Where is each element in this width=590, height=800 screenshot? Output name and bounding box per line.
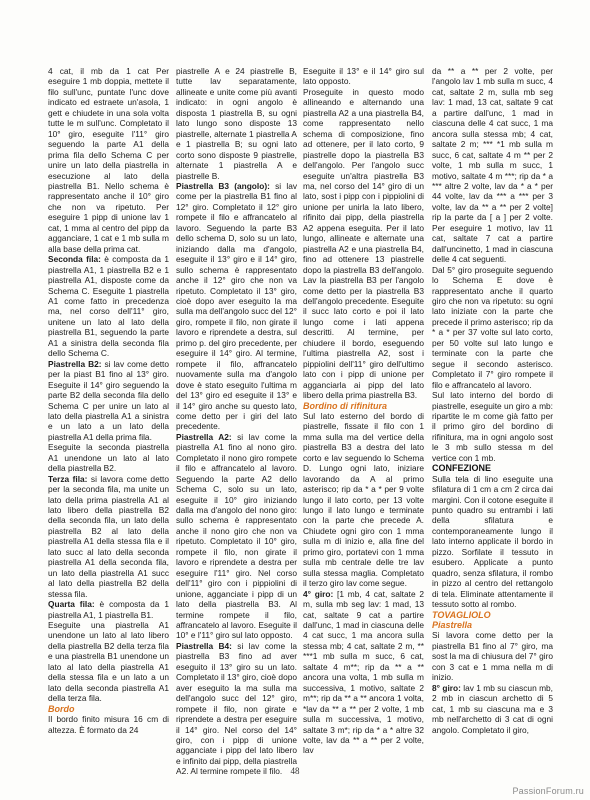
run-in-heading: Piastrella B4: (176, 640, 232, 651)
sub-heading: Piastrella (432, 620, 473, 631)
paragraph-text: si lav come la piastrella B3 fino ad aver eseguito il 13° giro su un lato. Completato il 13° giro, cioè dopo aver eseguito la ma sulla ma dell'angolo succ del 12° giro, rompete il filo, non girate e riprendete a destra per eseguire il 14° giro. Nel corso del 14° giro, con i pipp di unione agganciate i pipp del lato libero e infinito dai pipp, della piastrella A2. Al termine rompete il filo. (176, 640, 297, 777)
section-heading: TOVAGLIOLO (432, 609, 491, 620)
text-column-3 (303, 66, 424, 756)
paragraph: Dal 5° giro proseguite seguendo lo Schema E dove è rappresentato anche il quarto giro che non va ripetuto: su ogni lato iniziate con la parte che precede il primo asterisco; rip da * a * per 37 volte sul lato corto, per 50 volte sul lato lungo e terminate con la parte che segue il secondo asterisco. Completato il 7° giro rompete il filo e affrancatelo al lavoro. (432, 264, 553, 390)
paragraph-text: si lav come la piastrella A1 fino al nono giro. Completato il nono giro rompete il filo e affrancatelo al lavoro. Seguendo la parte A2 dello Schema C, solo su un lato, eseguite il 10° giro iniziando dalla ma d'angolo del nono giro: sullo schema è rappresentato anche il nono giro che non va ripetuto. Completato il 10° giro, rompete il filo, non girate il lavoro e riprendete a destra per eseguire l'11° giro. Nel corso dell'11° giro con i pippiolini di unione, agganciate i pipp di un lato della piastrella B3. Al termine rompete il filo, affrancatelo al lavoro. Eseguite il 10° e l'11° giro sul lato opposto. (176, 431, 297, 641)
text-column-2 (176, 66, 297, 777)
paragraph-text: lav 1 mb su ciascun mb, 2 mb in ciascun archetto di 5 cat, 1 mb su ciascuna ma e 3 mb nell'archetto di 3 cat di ogni angolo. Completato il giro, (432, 682, 553, 735)
watermark: PassionForum.ru (512, 786, 584, 796)
paragraph-text: si lav come detto per la piast B1 fino al 13° giro. Eseguite il 14° giro seguendo la parte B2 della seconda fila dello Schema C per unire un lato al lato della piastrella A1 a sinistra e un lato a un lato della piastrella A1 della prima fila. (48, 358, 169, 442)
paragraph-text: si lav come per la piastrella B1 fino al 12° giro. Completato il 12° giro rompete il filo e affrancatelo al lavoro. Seguendo la parte B3 dello schema D, solo su un lato, iniziando dalla ma d'angolo, eseguite il 13° giro e il 14° giro, sullo schema è rappresentato anche il 12° giro che non va ripetuto. Completato il 13° giro, cioè dopo aver eseguito la ma sulla ma dell'angolo succ del 12° giro, rompete il filo, non girate il lavoro e riprendete a destra, sul primo p. del giro precedente, per eseguire il 14° giro. Al termine, rompete il filo, affrancatelo nuovamente sulla ma d'angolo dove è stato eseguito l'ultima m del 13° giro ed eseguite il 13° e il 14° giro anche su questo lato, come detto per i giri del lato precedente. (176, 180, 298, 432)
run-in-heading: 4° giro: (303, 588, 334, 599)
paragraph (176, 641, 297, 777)
paragraph (48, 254, 169, 359)
paragraph: Sul lato interno del bordo di piastrelle, eseguite un giro a mb: ripartite le m come già fatto per il primo giro del bordino di rifinitura, ma in ogni angolo sost le 3 mb sullo stessa m del vertice con 1 mb. (432, 390, 553, 463)
section-heading: Bordo (48, 703, 75, 714)
section-heading: CONFEZIONE (432, 463, 492, 474)
paragraph (176, 432, 297, 641)
paragraph-text: si lavora come detto per la seconda fila, ma unite un lato della prima piastrella A1 al lato libero della piastrella B2 della seconda fila, un lato della piastrella B2 al lato della piastrella A1 della stessa fila e il lato succ al lato della seconda piastrella A1 della seconda fila, un lato della piastrella A1 succ al lato della piastrella B2 della stessa fila. (48, 473, 169, 599)
paragraph: Sulla tela di lino eseguite una sfilatura di 1 cm a cm 2 circa dai margini. Con il cotone eseguite il punto quadro su entrambi i lati della sfilatura e contemporaneamente lungo il lato interno applicate il bordo in pizzo. Sorfilate il tessuto in esubero. Applicate a punto quadro, senza sfilatura, il rombo in pizzo al centro del rettangolo di tela. Eliminate attentamente il tessuto sotto al rombo. (432, 473, 553, 610)
run-in-heading: Piastrella B3 (angolo): (176, 180, 270, 191)
page-number: 48 (290, 766, 300, 776)
paragraph (48, 474, 169, 599)
text-column-4 (432, 66, 553, 735)
paragraph: 4 cat, il mb da 1 cat Per eseguire 1 mb doppia, mettete il filo sull'unc, puntate l'unc dove indicato ed estraete un'asola, 1 gett e chiudete in una sola volta tutte le m sull'unc. Completato il 10° giro, eseguite l'11° giro seguendo la parte A1 della prima fila dello Schema C per unire un lato della piastrella in esecuzione al lato della piastrella B1. Nello schema è rappresentato anche il 10° giro che non va ripetuto. Per eseguire 1 pipp di unione lav 1 cat, 1 mma al centro del pipp da agganciare, 1 cat e 1 mb sulla m alla base della prima cat. (48, 66, 169, 254)
paragraph (48, 599, 169, 620)
text-column-1 (48, 66, 169, 735)
paragraph: Eseguite la seconda piastrella A1 unendone un lato al lato della piastrella B2. (48, 442, 169, 474)
paragraph: Il bordo finito misura 16 cm di altezza. È formato da 24 (48, 714, 169, 735)
paragraph (176, 181, 297, 432)
paragraph: da ** a ** per 2 volte, per l'angolo lav 1 mb sulla m succ, 4 cat, saltate 2 m, sulla mb seg lav: 1 mad, 13 cat, saltate 9 cat a partire dall'unc, 1 mad in ciascuna delle 4 cat succ, 1 ma ancora sulla stessa mb; 4 cat, saltate 2 m; *** *1 mb sulla m succ, 6 cat, saltate 4 m ** per 2 volte, 1 mb sulla m succ, 1 motivo, saltate 4 m ***; rip da * a *** altre 2 volte, lav da * a * per 44 volte, lav da *** a *** per 3 volte, lav da ** a ** per 2 volte] rip la parte da [ a ] per 2 volte. Per eseguire 1 motivo, lav 11 cat, saltate 7 cat a partire dall'uncinetto, 1 mad in ciascuna delle 4 cat seguenti. (432, 66, 553, 265)
run-in-heading: Piastrella A2: (176, 431, 232, 442)
paragraph: Eseguite una piastrella A1 unendone un lato al lato libero della piastrella B2 della terza fila e una piastrella B1 unendone un lato al lato della piastrella A1 della stessa fila e un lato a un lato della seconda piastrella A1 della terza fila. (48, 620, 169, 704)
paragraph: piastrelle A e 24 piastrelle B, tutte lav separatamente, allineate e unite come più avanti indicato: in ogni angolo è disposta 1 piastrella B, su ogni lato lungo sono disposte 13 piastrelle, alternate 1 piastrella A e 1 piastrella B; su ogni lato corto sono disposte 9 piastrelle, alternate 1 piastrella A e piastrelle B. (176, 66, 297, 181)
run-in-heading: Quarta fila: (48, 599, 95, 610)
paragraph: Si lavora come detto per la piastrella B1 fino al 7° giro, ma sost la ma di chiusura del 7° giro con 3 cat e 1 mma nella m di inizio. (432, 630, 553, 683)
paragraph (303, 589, 424, 756)
paragraph (48, 359, 169, 443)
paragraph-text: è composta da 1 piastrella A1, 1 piastrella B2 e 1 piastrella A1, disposte come da Schema C. Eseguite 1 piastrella A1 come fatto in precedenza ma, nel corso dell'11° giro, unitene un lato al lato della piastrella B1, seguendo la parte A1 a sinistra della seconda fila dello Schema C. (48, 254, 169, 359)
paragraph: Proseguite in questo modo allineando e alternando una piastrella A2 a una piastrella B4, come rappresentato nello schema di composizione, fino ad ottenere, per il lato corto, 9 piastrelle dopo la piastrella B3 dell'angolo. Per l'angolo succ eseguite un'altra piastrella B3 ma, nel corso del 14° giro di un lato, sost i pipp con i pippiolini di unione per unirla la lato libero, rifinito dai pipp, della piastrella A2 appena eseguita. Per il lato lungo, allineate e alternate una piastrella A2 e una piastrella B4, fino ad ottenere 13 piastrelle dopo la piastrella B3 dell'angolo. Lav la piastrella B3 per l'angolo come detto per la piastrella B3 dell'angolo precedente. Eseguite il succ lato corto e poi il lato lungo come i lati appena descritti. Al termine, per chiudere il bordo, eseguendo l'ultima piastrella A2, sost i pippiolini dell'11° giro dell'ultimo lato con i pipp di unione per agganciarla ai pipp del lato libero della prima piastrella B3. (303, 86, 424, 401)
run-in-heading: Seconda fila: (48, 254, 101, 265)
section-heading: Bordino di rifinitura (303, 400, 387, 411)
paragraph-text: è composta da 1 piastrella A1, 1 piastrella B1. (48, 599, 169, 620)
paragraph (432, 683, 553, 735)
run-in-heading: Piastrella B2: (48, 358, 102, 369)
paragraph-text: [1 mb, 4 cat, saltate 2 m, sulla mb seg lav: 1 mad, 13 cat, saltate 9 cat a partire dall'unc, 1 mad in ciascuna delle 4 cat succ, 1 ma ancora sulla stessa mb; 4 cat, saltate 2 m, ** ***1 mb sulla m succ, 6 cat, saltate 4 m**; rip da ** a ** ancora una volta, 1 mb sulla m successiva, 1 motivo, saltate 2 m**; rip da ** a ** ancora 1 volta, *lav da ** a ** per 2 volte, 1 mb sulla m successiva, 1 motivo, saltate 3 m*; rip da * a * altre 32 volte, lav da ** a ** per 2 volte, lav (303, 588, 424, 756)
run-in-heading: 8° giro: (432, 682, 461, 693)
paragraph: Sul lato esterno del bordo di piastrelle, fissate il filo con 1 mma sulla ma del vertice della piastrella B3 a destra del lato corto e lav seguendo lo Schema D. Lungo ogni lato, iniziare lavorando da A al primo asterisco; rip da * a * per 9 volte lungo il lato corto, per 13 volte lungo il lato lungo e terminate con la parte che precede A. Chiudete ogni giro con 1 mma sulla m di inizio e, alla fine del primo giro, portatevi con 1 mma sulla mb centrale delle tre lav sulla stessa maglia. Completato il terzo giro lav come segue. (303, 410, 424, 589)
paragraph: Eseguite il 13° e il 14° giro sul lato opposto. (303, 66, 424, 87)
run-in-heading: Terza fila: (48, 473, 88, 484)
